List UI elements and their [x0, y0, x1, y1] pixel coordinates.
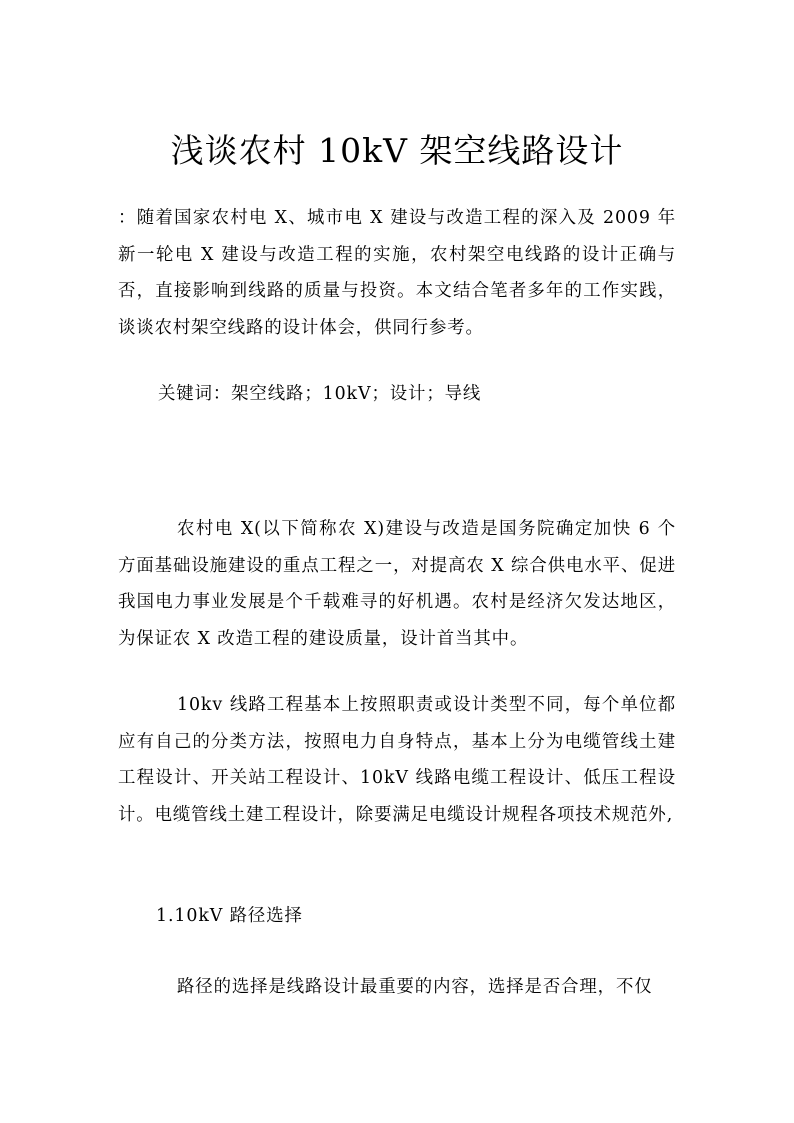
- abstract-paragraph: ：随着国家农村电 X、城市电 X 建设与改造工程的深入及 2009 年新一轮电 X 建设与改造工程的实施，农村架空电线路的设计正确与否，直接影响到线路的质量与投资。本文结合笔者多年的工作实践，谈谈农村架空线路的设计体会，供同行参考。: [118, 208, 676, 338]
- body-paragraph-1: 农村电 X(以下简称农 X)建设与改造是国务院确定加快 6 个方面基础设施建设的重点工程之一，对提高农 X 综合供电水平、促进我国电力事业发展是个千载难寻的好机遇。农村是经济欠发达地区，为保证农 X 改造工程的建设质量，设计首当其中。: [118, 519, 676, 649]
- document-title: 浅谈农村 10kV 架空线路设计: [170, 131, 624, 170]
- body-paragraph-3: 路径的选择是线路设计最重要的内容，选择是否合理，不仅: [177, 977, 653, 997]
- body-paragraph-2: 10kv 线路工程基本上按照职责或设计类型不同，每个单位都应有自己的分类方法，按照电力自身特点，基本上分为电缆管线土建工程设计、开关站工程设计、10kV 线路电缆工程设计、低压工程设计。电缆管线土建工程设计，除要满足电缆设计规程各项技术规范外,: [118, 695, 676, 825]
- section-heading: 1.10kV 路径选择: [156, 906, 303, 926]
- keywords-line: 关键词：架空线路；10kV；设计；导线: [158, 384, 482, 404]
